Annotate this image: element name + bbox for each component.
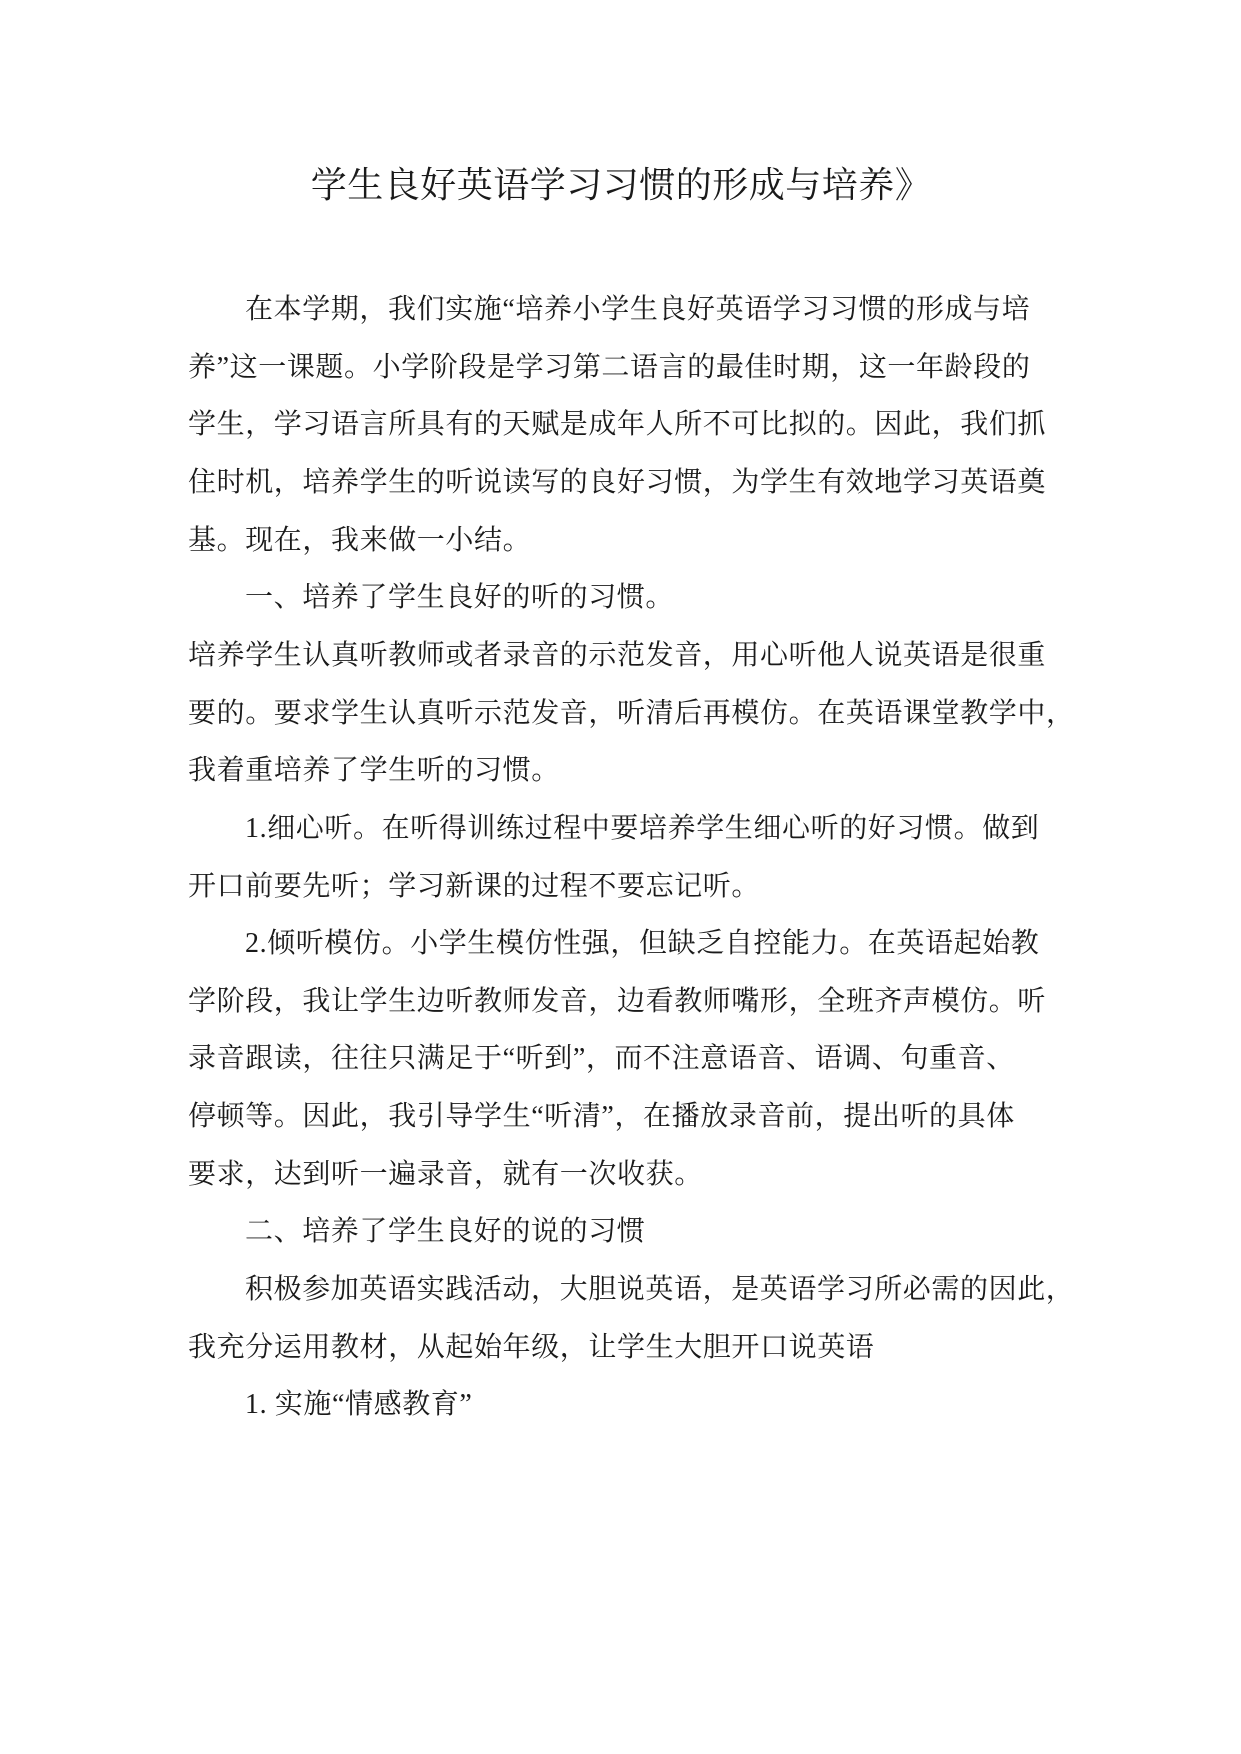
- paragraph-line: 养”这一课题。小学阶段是学习第二语言的最佳时期，这一年龄段的: [188, 352, 1031, 383]
- paragraph-line: 积极参加英语实践活动，大胆说英语，是英语学习所必需的因此，: [245, 1274, 1075, 1305]
- paragraph-line: 1.细心听。在听得训练过程中要培养学生细心听的好习惯。做到: [245, 813, 1040, 844]
- paragraph-line: 在本学期，我们实施“培养小学生良好英语学习习惯的形成与培: [245, 294, 1031, 325]
- paragraph-line: 我着重培养了学生听的习惯。: [188, 755, 560, 786]
- paragraph-line: 培养学生认真听教师或者录音的示范发音，用心听他人说英语是很重: [188, 640, 1047, 671]
- paragraph-line: 基。现在，我来做一小结。: [188, 525, 532, 556]
- paragraph-line: 我充分运用教材，从起始年级，让学生大胆开口说英语: [188, 1332, 875, 1363]
- paragraph-line: 学生，学习语言所具有的天赋是成年人所不可比拟的。因此，我们抓: [188, 409, 1047, 440]
- section-heading: 一、培养了学生良好的听的习惯。: [245, 582, 675, 613]
- section-heading: 二、培养了学生良好的说的习惯: [245, 1216, 646, 1247]
- paragraph-line: 要求，达到听一遍录音，就有一次收获。: [188, 1159, 703, 1190]
- paragraph-line: 开口前要先听；学习新课的过程不要忘记听。: [188, 871, 761, 902]
- paragraph-line: 要的。要求学生认真听示范发音，听清后再模仿。在英语课堂教学中，: [188, 698, 1075, 729]
- paragraph-line: 录音跟读，往往只满足于“听到”，而不注意语音、语调、句重音、: [188, 1043, 1015, 1074]
- document-title: 学生良好英语学习习惯的形成与培养》: [310, 165, 932, 205]
- paragraph-line: 学阶段，我让学生边听教师发音，边看教师嘴形，全班齐声模仿。听: [188, 986, 1047, 1017]
- paragraph-line: 住时机，培养学生的听说读写的良好习惯，为学生有效地学习英语奠: [188, 467, 1047, 498]
- paragraph-line: 2.倾听模仿。小学生模仿性强，但缺乏自控能力。在英语起始教: [245, 928, 1040, 959]
- paragraph-line: 停顿等。因此，我引导学生“听清”，在播放录音前，提出听的具体: [188, 1101, 1015, 1132]
- subsection-heading: 1. 实施“情感教育”: [245, 1389, 473, 1420]
